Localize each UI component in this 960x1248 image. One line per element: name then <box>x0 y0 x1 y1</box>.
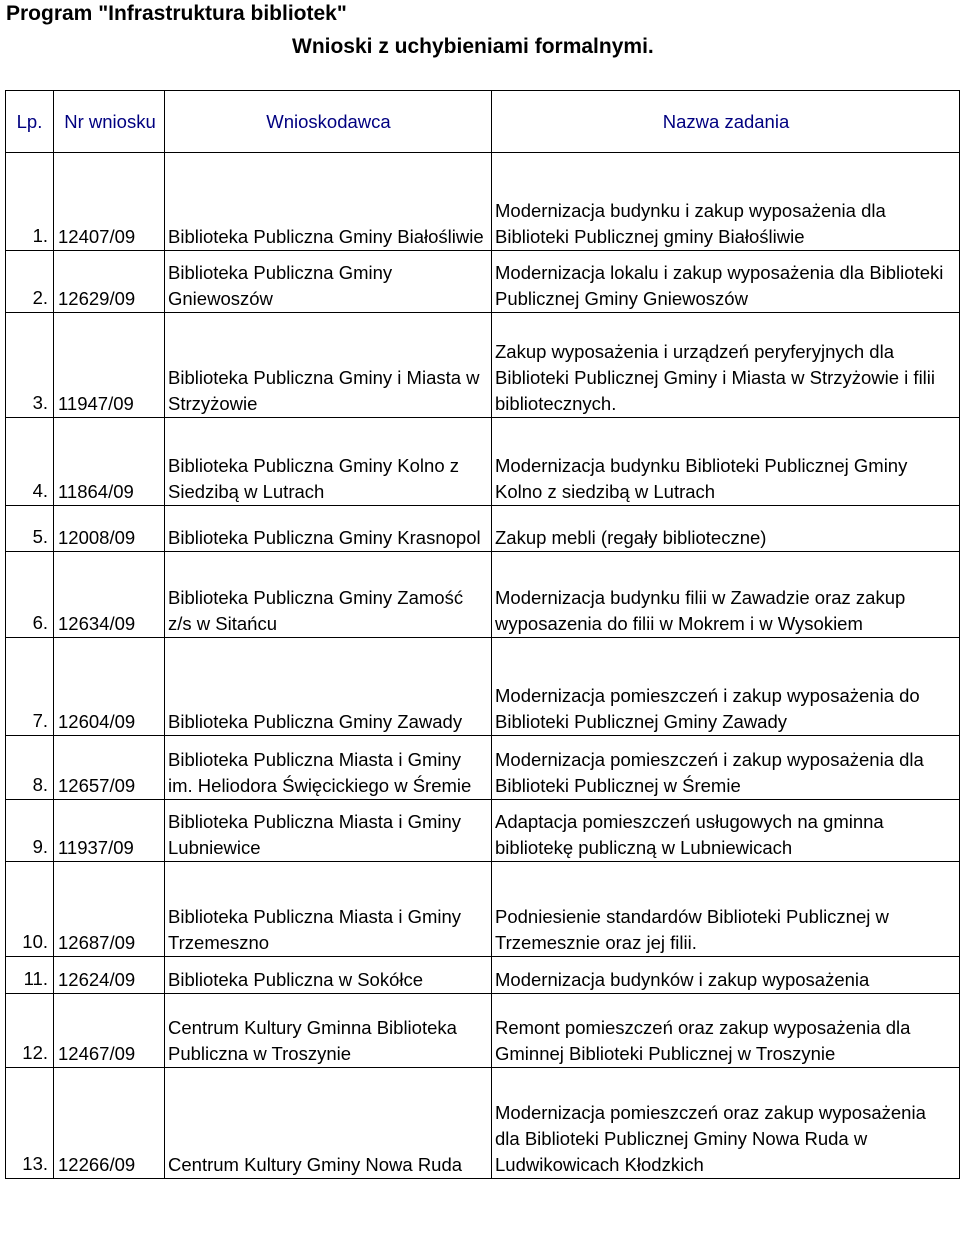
row-task-cell <box>492 994 960 1067</box>
row-task-cell <box>492 800 960 861</box>
row-task-cell <box>492 313 960 417</box>
row-lp-cell <box>6 800 54 861</box>
applications-table <box>5 90 960 1179</box>
row-number-cell <box>54 251 165 312</box>
row-task: Zakup wyposażenia i urządzeń peryferyjnych dla Biblioteki Publicznej Gminy i Miasta w Strzyżowie i filii bibliotecznych. <box>495 341 936 414</box>
row-lp-cell <box>6 1068 54 1178</box>
table-row <box>6 862 960 957</box>
row-applicant-cell <box>165 552 492 637</box>
row-task-cell <box>492 506 960 551</box>
row-task-cell <box>492 957 960 993</box>
row-applicant-cell <box>165 153 492 250</box>
row-lp: 13. <box>22 1153 48 1174</box>
row-number-cell <box>54 800 165 861</box>
header-applicant: Wnioskodawca <box>165 91 492 152</box>
row-task-cell <box>492 862 960 956</box>
row-number: 12604/09 <box>58 711 136 732</box>
row-task: Zakup mebli (regały biblioteczne) <box>495 527 767 548</box>
table-row <box>6 418 960 506</box>
row-number-cell <box>54 552 165 637</box>
table-row <box>6 994 960 1068</box>
row-number-cell <box>54 313 165 417</box>
row-task-cell <box>492 552 960 637</box>
row-task-cell <box>492 736 960 799</box>
row-task: Modernizacja budynku filii w Zawadzie oraz zakup wyposazenia do filii w Mokrem i w Wysokiem <box>495 587 906 634</box>
row-lp-cell <box>6 153 54 250</box>
row-applicant: Biblioteka Publiczna Gminy i Miasta w Strzyżowie <box>168 367 480 414</box>
row-lp: 4. <box>32 480 48 501</box>
header-nr: Nr wniosku <box>54 91 165 152</box>
table-row <box>6 638 960 736</box>
row-lp-cell <box>6 251 54 312</box>
row-task-cell <box>492 638 960 735</box>
row-lp-cell <box>6 736 54 799</box>
row-number: 12634/09 <box>58 613 136 634</box>
row-lp: 12. <box>22 1042 48 1063</box>
table-row <box>6 1068 960 1179</box>
row-applicant-cell <box>165 251 492 312</box>
row-applicant-cell <box>165 313 492 417</box>
row-lp: 5. <box>32 526 48 547</box>
row-lp: 7. <box>32 710 48 731</box>
row-task: Modernizacja budynków i zakup wyposażenia <box>495 969 870 990</box>
row-number: 12657/09 <box>58 775 136 796</box>
row-applicant: Biblioteka Publiczna w Sokółce <box>168 969 424 990</box>
row-applicant-cell <box>165 800 492 861</box>
table-row <box>6 313 960 418</box>
row-applicant: Centrum Kultury Gminna Biblioteka Publiczna w Troszynie <box>168 1017 457 1064</box>
row-task: Remont pomieszczeń oraz zakup wyposażenia dla Gminnej Biblioteki Publicznej w Troszynie <box>495 1017 911 1064</box>
row-number: 12467/09 <box>58 1043 136 1064</box>
row-task: Modernizacja pomieszczeń i zakup wyposażenia do Biblioteki Publicznej Gminy Zawady <box>495 685 920 732</box>
row-task-cell <box>492 153 960 250</box>
table-row <box>6 506 960 552</box>
row-applicant-cell <box>165 506 492 551</box>
row-applicant-cell <box>165 418 492 505</box>
row-task-cell <box>492 1068 960 1178</box>
row-lp: 10. <box>22 931 48 952</box>
row-number-cell <box>54 862 165 956</box>
row-task-cell <box>492 418 960 505</box>
table-row <box>6 736 960 800</box>
table-row <box>6 552 960 638</box>
row-number-cell <box>54 957 165 993</box>
row-task: Modernizacja budynku i zakup wyposażenia dla Biblioteki Publicznej gminy Białośliwie <box>495 200 886 247</box>
row-lp-cell <box>6 418 54 505</box>
header-lp: Lp. <box>6 91 54 152</box>
row-lp-cell <box>6 957 54 993</box>
row-lp: 8. <box>32 774 48 795</box>
row-applicant: Biblioteka Publiczna Miasta i Gminy Lubniewice <box>168 811 462 858</box>
table-body <box>6 153 960 1179</box>
table-row <box>6 251 960 313</box>
page-title: Program "Infrastruktura bibliotek" <box>6 2 347 25</box>
row-number-cell <box>54 506 165 551</box>
header-task: Nazwa zadania <box>492 91 960 152</box>
row-applicant: Biblioteka Publiczna Gminy Białośliwie <box>168 226 484 247</box>
row-lp: 2. <box>32 287 48 308</box>
row-lp-cell <box>6 313 54 417</box>
row-applicant: Biblioteka Publiczna Miasta i Gminy Trzemeszno <box>168 906 462 953</box>
table-header-row <box>6 91 960 153</box>
table-row <box>6 153 960 251</box>
row-number: 11947/09 <box>58 393 134 414</box>
row-lp: 6. <box>32 612 48 633</box>
row-applicant-cell <box>165 957 492 993</box>
row-applicant-cell <box>165 1068 492 1178</box>
row-applicant-cell <box>165 638 492 735</box>
row-lp-cell <box>6 994 54 1067</box>
row-task: Podniesienie standardów Biblioteki Publicznej w Trzemesznie oraz jej filii. <box>495 906 889 953</box>
row-number: 12624/09 <box>58 969 136 990</box>
row-applicant: Biblioteka Publiczna Gminy Gniewoszów <box>168 262 393 309</box>
row-lp: 3. <box>32 392 48 413</box>
row-applicant: Biblioteka Publiczna Gminy Kolno z Siedzibą w Lutrach <box>168 455 460 502</box>
row-number: 11937/09 <box>58 837 134 858</box>
row-applicant: Biblioteka Publiczna Miasta i Gminy im. Heliodora Święcickiego w Śremie <box>168 749 472 796</box>
row-number-cell <box>54 418 165 505</box>
row-applicant: Biblioteka Publiczna Gminy Zawady <box>168 711 463 732</box>
row-applicant-cell <box>165 994 492 1067</box>
row-task: Modernizacja budynku Biblioteki Publicznej Gminy Kolno z siedzibą w Lutrach <box>495 455 908 502</box>
row-number: 12629/09 <box>58 288 136 309</box>
row-applicant: Biblioteka Publiczna Gminy Zamość z/s w Sitańcu <box>168 587 464 634</box>
page-subtitle: Wnioski z uchybieniami formalnymi. <box>292 35 654 58</box>
row-number-cell <box>54 1068 165 1178</box>
row-task-cell <box>492 251 960 312</box>
row-number: 12266/09 <box>58 1154 136 1175</box>
row-number-cell <box>54 638 165 735</box>
row-applicant: Centrum Kultury Gminy Nowa Ruda <box>168 1154 463 1175</box>
row-task: Modernizacja lokalu i zakup wyposażenia dla Biblioteki Publicznej Gminy Gniewoszów <box>495 262 944 309</box>
row-lp-cell <box>6 506 54 551</box>
row-task: Modernizacja pomieszczeń oraz zakup wyposażenia dla Biblioteki Publicznej Gminy Nowa Ruda w Ludwikowicach Kłodzkich <box>495 1102 926 1175</box>
row-number: 12407/09 <box>58 226 136 247</box>
row-number: 12687/09 <box>58 932 136 953</box>
row-number-cell <box>54 736 165 799</box>
row-applicant-cell <box>165 862 492 956</box>
row-lp-cell <box>6 552 54 637</box>
table-row <box>6 957 960 994</box>
table-row <box>6 800 960 862</box>
row-number-cell <box>54 153 165 250</box>
row-number-cell <box>54 994 165 1067</box>
row-number: 11864/09 <box>58 481 134 502</box>
row-applicant: Biblioteka Publiczna Gminy Krasnopol <box>168 527 481 548</box>
row-lp: 9. <box>32 836 48 857</box>
row-task: Adaptacja pomieszczeń usługowych na gminna bibliotekę publiczną w Lubniewicach <box>495 811 884 858</box>
row-lp-cell <box>6 862 54 956</box>
row-number: 12008/09 <box>58 527 136 548</box>
row-task: Modernizacja pomieszczeń i zakup wyposażenia dla Biblioteki Publicznej w Śremie <box>495 749 924 796</box>
row-lp-cell <box>6 638 54 735</box>
row-lp: 11. <box>23 968 48 989</box>
row-lp: 1. <box>32 225 48 246</box>
row-applicant-cell <box>165 736 492 799</box>
